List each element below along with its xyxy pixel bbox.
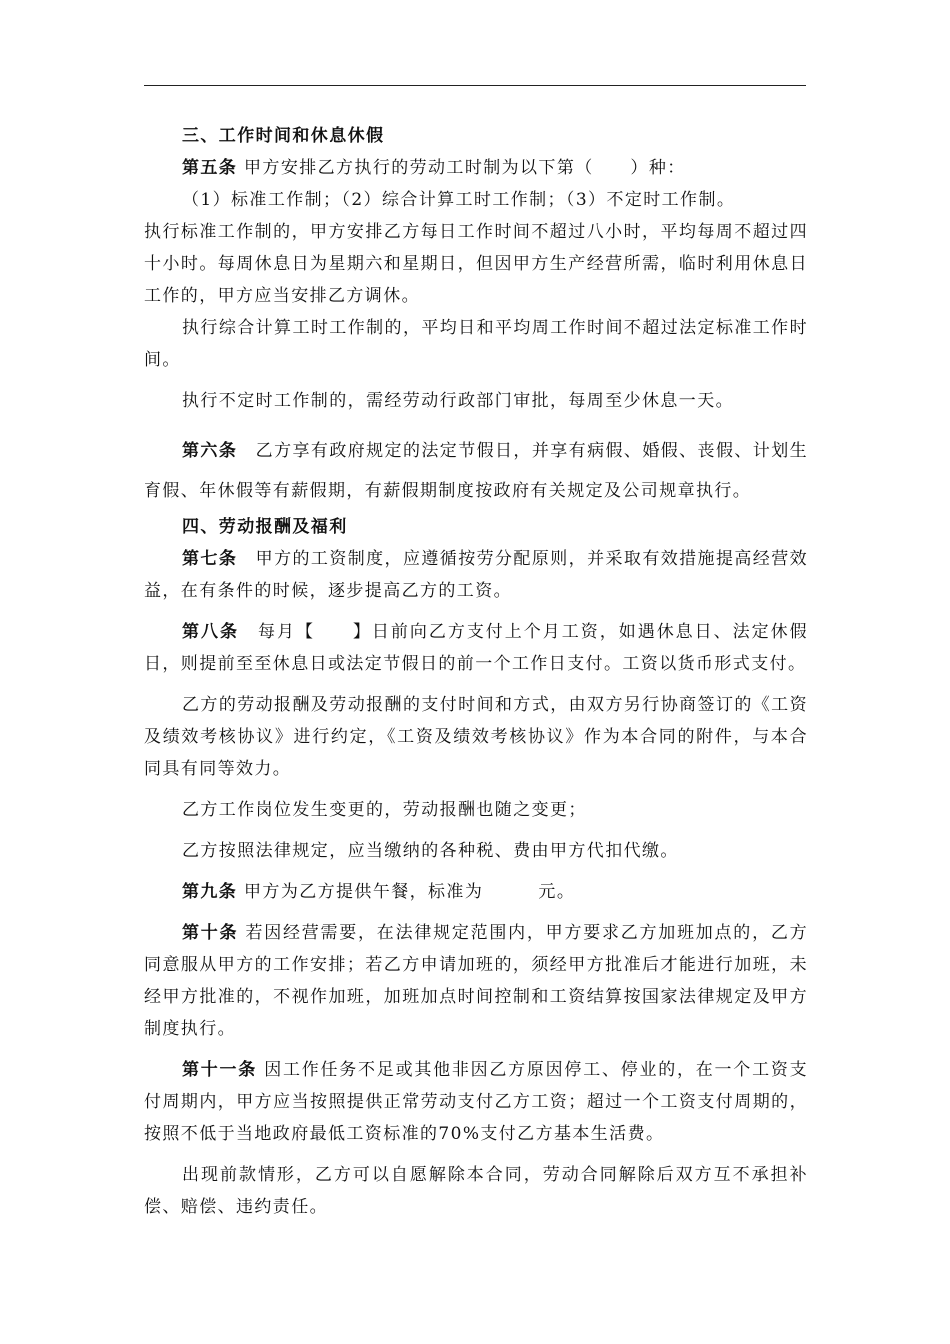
paragraph-tax: 乙方按照法律规定，应当缴纳的各种税、费由甲方代扣代缴。 xyxy=(182,841,679,861)
document-body xyxy=(144,120,808,1223)
paragraph-position-change: 乙方工作岗位发生变更的，劳动报酬也随之变更； xyxy=(182,800,587,820)
article-7-text: 甲方的工资制度，应遵循按劳分配原则，并采取有效措施提高经营效益，在有条件的时候，逐步提高乙方的工资。 xyxy=(144,549,809,601)
article-5-options: （1）标准工作制；（2）综合计算工时工作制；（3）不定时工作制。 xyxy=(182,190,736,210)
paragraph-standard-hours: 执行标准工作制的，甲方安排乙方每日工作时间不超过八小时，平均每周不超过四十小时。每周休息日为星期六和星期日，但因甲方生产经营所需，临时利用休息日工作的，甲方应当安排乙方调休。 xyxy=(144,222,808,306)
article-7 xyxy=(144,543,808,607)
article-7-label: 第七条 xyxy=(182,549,238,569)
article-6-text: 乙方享有政府规定的法定节假日，并享有病假、婚假、丧假、计划生育假、年休假等有薪假期，有薪假期制度按政府有关规定及公司规章执行。 xyxy=(144,441,809,501)
article-9-label: 第九条 xyxy=(182,882,238,902)
article-10 xyxy=(144,917,808,1045)
article-8 xyxy=(144,616,808,680)
article-9 xyxy=(144,876,808,908)
header-rule xyxy=(144,85,806,86)
article-5-label: 第五条 xyxy=(182,158,238,178)
section-heading-3: 三、工作时间和休息休假 xyxy=(182,126,385,146)
article-11-text: 因工作任务不足或其他非因乙方原因停工、停业的，在一个工资支付周期内，甲方应当按照提供正常劳动支付乙方工资；超过一个工资支付周期的，按照不低于当地政府最低工资标准的70%支付乙方基本生活费。 xyxy=(144,1060,808,1144)
article-9-text: 甲方为乙方提供午餐，标准为 元。 xyxy=(244,882,576,902)
article-8-label: 第八条 xyxy=(182,622,239,642)
section-heading-4: 四、劳动报酬及福利 xyxy=(182,517,348,537)
article-8-text: 每月【 】日前向乙方支付上个月工资，如遇休息日、法定休假日，则提前至至休息日或法定节假日的前一个工作日支付。工资以货币形式支付。 xyxy=(144,622,809,674)
paragraph-pay-agreement: 乙方的劳动报酬及劳动报酬的支付时间和方式，由双方另行协商签订的《工资及绩效考核协议》进行约定，《工资及绩效考核协议》作为本合同的附件，与本合同具有同等效力。 xyxy=(144,695,808,779)
article-11 xyxy=(144,1054,808,1150)
article-11-label: 第十一条 xyxy=(182,1060,258,1080)
article-5-text: 甲方安排乙方执行的劳动工时制为以下第（ ）种： xyxy=(244,158,686,178)
article-10-text: 若因经营需要，在法律规定范围内，甲方要求乙方加班加点的，乙方同意服从甲方的工作安排；若乙方申请加班的，须经甲方批准后才能进行加班，未经甲方批准的，不视作加班，加班加点时间控制和工资结算按国家法律规定及甲方制度执行。 xyxy=(144,923,808,1039)
paragraph-flexible-hours: 执行不定时工作制的，需经劳动行政部门审批，每周至少休息一天。 xyxy=(182,391,734,411)
article-5 xyxy=(144,152,808,184)
article-10-label: 第十条 xyxy=(182,923,239,943)
paragraph-comprehensive-hours: 执行综合计算工时工作制的，平均日和平均周工作时间不超过法定标准工作时间。 xyxy=(144,318,808,370)
article-6-label: 第六条 xyxy=(182,441,238,461)
article-6 xyxy=(144,431,808,511)
paragraph-terminate: 出现前款情形，乙方可以自愿解除本合同，劳动合同解除后双方互不承担补偿、赔偿、违约责任。 xyxy=(144,1165,808,1217)
